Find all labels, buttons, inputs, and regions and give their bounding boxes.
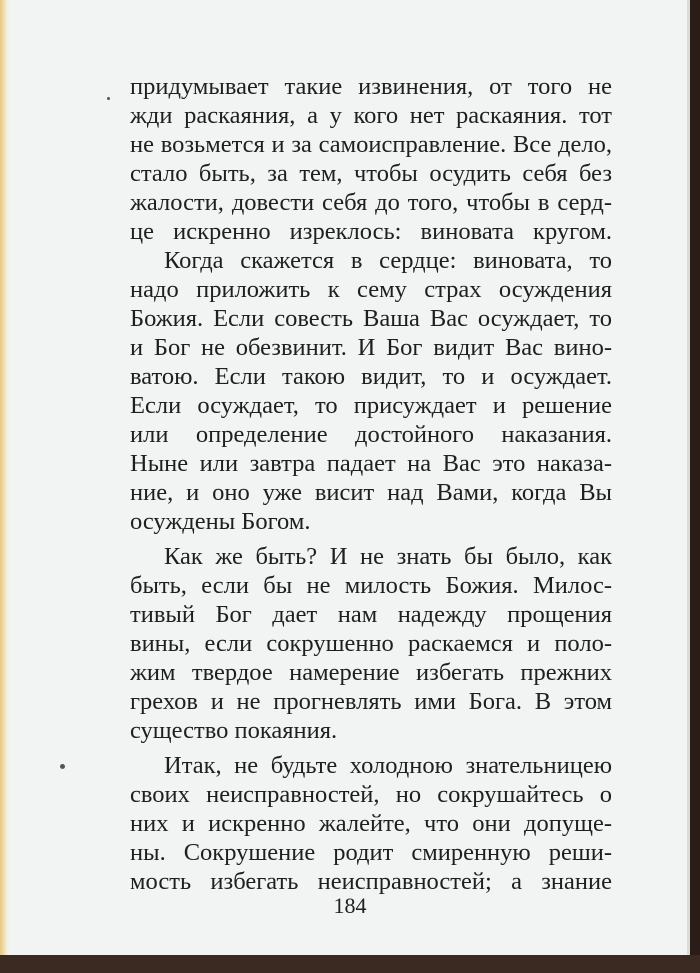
text-line: стало быть, за тем, чтобы осудить себя без [130,160,612,187]
page-number: 184 [333,893,367,918]
paragraph-1 [130,72,612,246]
paragraph-2 [130,246,612,536]
book-bottom-edge [0,955,700,973]
text-line: придумывает такие извинения, от того не [130,73,612,100]
text-line: Итак, не будьте холодною знательницею [164,752,612,779]
text-line: ватою. Если такою видит, то и осуждает. [130,363,612,390]
text-line: Как же быть? И не знать бы было, как [164,543,612,570]
text-line: них и искренно жалейте, что они допуще- [130,810,612,837]
text-line: вины, если сокрушенно раскаемся и поло- [130,630,612,657]
text-line: ны. Сокрушение родит смиренную реши- [130,839,612,866]
text-line: жалости, довести себя до того, чтобы в серд- [130,189,612,216]
text-line: Если осуждает, то присуждает и решение [130,392,612,419]
ink-speck [60,764,65,769]
ink-speck [107,97,110,100]
text-line: тивый Бог дает нам надежду прощения [130,601,612,628]
text-line: це искренно изреклось: виновата кругом. [130,218,612,245]
text-line: существо покаяния. [130,717,338,744]
text-line: жди раскаяния, а у кого нет раскаяния. тот [130,102,612,129]
text-line: или определение достойного наказания. [130,421,612,448]
text-line: своих неисправностей, но сокрушайтесь о [130,781,612,808]
text-line: Ныне или завтра падает на Вас это наказа- [130,450,612,477]
text-line: быть, если бы не милость Божия. Милос- [130,572,612,599]
book-spine-edge [0,0,10,960]
text-line: жим твердое намерение избегать прежних [130,659,612,686]
text-line: не возьмется и за самоисправление. Все дело, [130,131,612,158]
text-line: мость избегать неисправностей; а знание [130,868,612,895]
text-line: грехов и не прогневлять ими Бога. В этом [130,688,612,715]
text-line: Когда скажется в сердце: виновата, то [164,247,612,274]
page-text [130,72,612,896]
text-line: надо приложить к сему страх осуждения [130,276,612,303]
text-line: осуждены Богом. [130,508,311,535]
text-line: и Бог не обезвинит. И Бог видит Вас вино- [130,334,612,361]
text-line: ние, и оно уже висит над Вами, когда Вы [130,479,612,506]
text-line: Божия. Если совесть Ваша Вас осуждает, то [130,305,612,332]
paragraph-4 [130,751,612,896]
paragraph-3 [130,542,612,745]
